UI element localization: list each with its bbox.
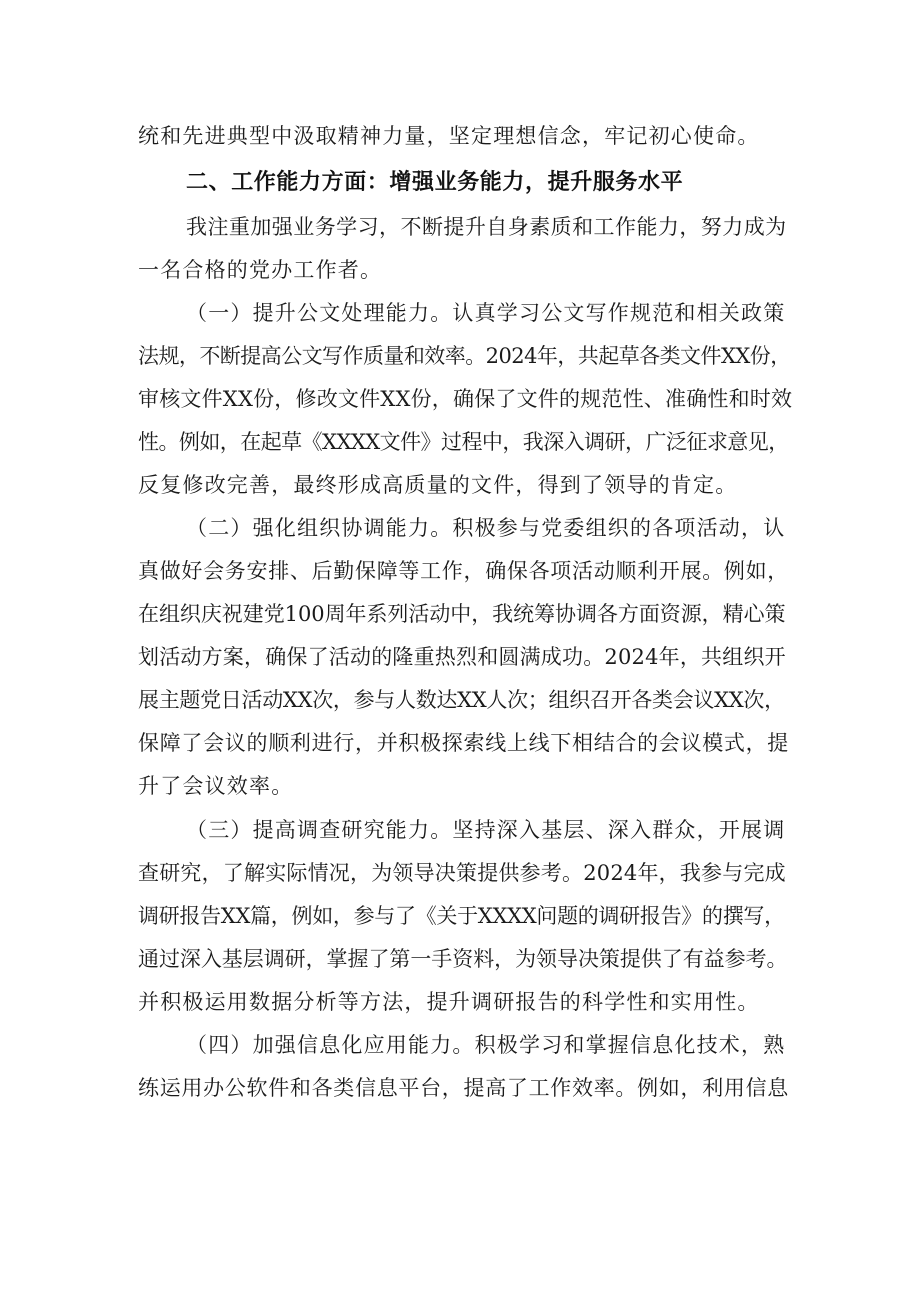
paragraph-line: 调研报告XX篇，例如，参与了《关于XXXX问题的调研报告》的撰写， [138,904,785,928]
paragraph-line: 查研究，了解实际情况，为领导决策提供参考。2024年，我参与完成 [138,861,786,885]
paragraph-line: 性。例如，在起草《XXXX文件》过程中，我深入调研，广泛征求意见， [138,430,789,454]
paragraph-line: 展主题党日活动XX次，参与人数达XX人次；组织召开各类会议XX次， [138,688,785,712]
paragraph-line: 练运用办公软件和各类信息平台，提高了工作效率。例如，利用信息 [138,1076,789,1100]
paragraph-line: 反复修改完善，最终形成高质量的文件，得到了领导的肯定。 [138,473,738,497]
paragraph-line: （三）提高调查研究能力。坚持深入基层、深入群众，开展调 [186,818,786,842]
paragraph-line: 统和先进典型中汲取精神力量，坚定理想信念，牢记初心使命。 [138,124,760,148]
section-heading: 二、工作能力方面：增强业务能力，提升服务水平 [186,170,684,195]
paragraph-line: 在组织庆祝建党100周年系列活动中，我统筹协调各方面资源，精心策 [138,602,786,626]
paragraph-line: 一名合格的党办工作者。 [138,258,383,282]
paragraph-line: 并积极运用数据分析等方法，提升调研报告的科学性和实用性。 [138,990,760,1014]
paragraph-line: 划活动方案，确保了活动的隆重热烈和圆满成功。2024年，共组织开 [138,645,786,669]
paragraph-line: （二）强化组织协调能力。积极参与党委组织的各项活动，认 [186,516,786,540]
paragraph-line: 通过深入基层调研，掌握了第一手资料，为领导决策提供了有益参考。 [138,947,788,971]
paragraph-line: （一）提升公文处理能力。认真学习公文写作规范和相关政策 [186,301,786,325]
paragraph-line: 法规，不断提高公文写作质量和效率。2024年，共起草各类文件XX份， [138,344,791,368]
paragraph-line: （四）加强信息化应用能力。积极学习和掌握信息化技术，熟 [186,1033,786,1057]
paragraph-line: 升了会议效率。 [138,774,294,798]
paragraph-line: 真做好会务安排、后勤保障等工作，确保各项活动顺利开展。例如， [138,559,789,583]
paragraph-line: 审核文件XX份，修改文件XX份，确保了文件的规范性、准确性和时效 [138,387,793,411]
paragraph-line: 我注重加强业务学习，不断提升自身素质和工作能力，努力成为 [186,215,787,239]
paragraph-line: 保障了会议的顺利进行，并积极探索线上线下相结合的会议模式，提 [138,731,789,755]
